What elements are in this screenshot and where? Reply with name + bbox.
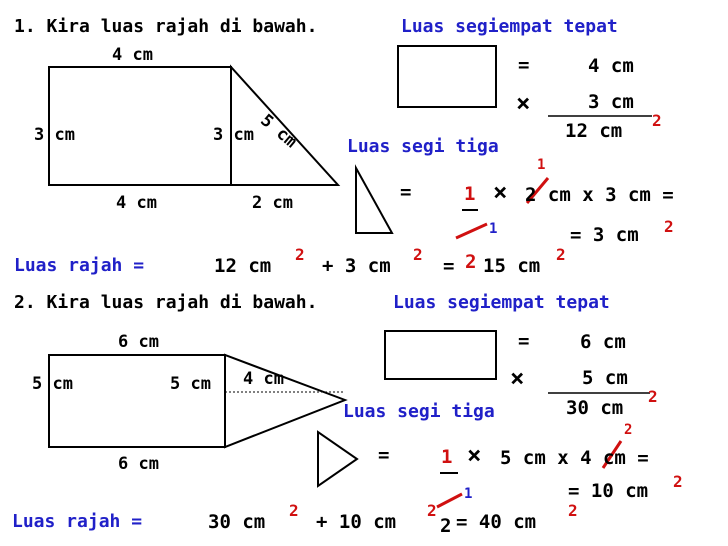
q1-eq1: = — [518, 54, 530, 76]
q2-stray-two: 2 — [440, 515, 452, 537]
q1-tri-rest: 2 cm x 3 cm = — [525, 184, 674, 206]
q2-tri-height: 4 cm — [243, 369, 284, 389]
q1-total-result: 15 cm — [483, 255, 541, 277]
q2-tri-times-icon: × — [467, 441, 482, 469]
q2-rectangle — [49, 355, 225, 447]
q2-left-height: 5 cm — [32, 374, 73, 394]
q1-total-a: 12 cm — [214, 255, 272, 277]
q1-cancel-bottom: 1 — [489, 221, 498, 237]
q1-left-height: 3 cm — [34, 125, 75, 145]
q1-total-a-sq: 2 — [295, 245, 305, 264]
q1-plus: + 3 cm — [322, 255, 391, 277]
q2-times-icon: × — [510, 364, 525, 392]
q2-rect-area-sq: 2 — [648, 387, 658, 406]
q2-eq-total: = 40 cm — [456, 511, 537, 533]
q1-bottom-width: 4 cm — [116, 193, 157, 213]
q1-tri-area-sq: 2 — [664, 217, 674, 236]
q1-top-width: 4 cm — [112, 45, 153, 65]
q2-heading: 2. Kira luas rajah di bawah. — [14, 292, 318, 313]
q2-rect-icon — [385, 331, 496, 379]
q2-tri-area-sq: 2 — [673, 472, 683, 491]
q1-composite-shape — [49, 67, 338, 185]
q2-total-result-sq: 2 — [568, 501, 578, 520]
q2-composite-shape — [49, 355, 345, 447]
q1-eq1-val: 4 cm — [588, 55, 634, 77]
q1-hypotenuse: 5 cm — [256, 110, 301, 153]
q1-times-icon: × — [516, 89, 531, 117]
q2-cancel-top: 2 — [624, 422, 633, 438]
q1-stray-two: 2 — [465, 251, 477, 273]
q1-rectangle — [49, 67, 231, 185]
q1-triangle-icon — [356, 168, 392, 233]
q2-total-a: 30 cm — [208, 511, 266, 533]
q1-eq-total: = — [443, 255, 455, 277]
q2-bottom-width: 6 cm — [118, 454, 159, 474]
q2-tri-label: Luas segi tiga — [343, 401, 495, 422]
q1-inner-height: 3 cm — [213, 125, 254, 145]
q2-inner-height: 5 cm — [170, 374, 211, 394]
q2-tri-rest: 5 cm x 4 cm = — [500, 447, 649, 469]
q2-cancel-stroke-a — [437, 494, 462, 507]
q2-total-a-sq: 2 — [289, 501, 299, 520]
q2-tri-eq: = — [378, 444, 390, 466]
q1-tri-label: Luas segi tiga — [347, 136, 499, 157]
q1-tri-times-icon: × — [493, 178, 508, 206]
q2-eq2-val: 5 cm — [582, 367, 628, 389]
q1-eq2-val: 3 cm — [588, 91, 634, 113]
q1-cancel-stroke-a — [456, 224, 487, 238]
q1-tri-base: 2 cm — [252, 193, 293, 213]
q1-rect-area-sq: 2 — [652, 111, 662, 130]
q1-half-num: 1 — [464, 183, 476, 205]
q1-total-label: Luas rajah = — [14, 255, 145, 276]
q1-rect-icon — [398, 46, 496, 107]
q1-plus-sq: 2 — [413, 245, 423, 264]
q2-eq1: = — [518, 330, 530, 352]
q2-rect-label: Luas segiempat tepat — [393, 292, 610, 313]
q2-tri-area: = 10 cm — [568, 480, 649, 502]
q2-eq1-val: 6 cm — [580, 331, 626, 353]
q1-total-result-sq: 2 — [556, 245, 566, 264]
q1-cancel-top: 1 — [537, 157, 546, 173]
q2-half-num: 1 — [441, 446, 453, 468]
q1-rect-label: Luas segiempat tepat — [401, 16, 618, 37]
q2-triangle-icon — [318, 432, 357, 486]
q1-rect-area: 12 cm — [565, 120, 623, 142]
q2-total-label: Luas rajah = — [12, 511, 143, 532]
q2-plus: + 10 cm — [316, 511, 397, 533]
q1-tri-eq: = — [400, 181, 412, 203]
q1-tri-area: = 3 cm — [570, 224, 639, 246]
q2-plus-sq: 2 — [427, 501, 437, 520]
q2-top-width: 6 cm — [118, 332, 159, 352]
q2-rect-area: 30 cm — [566, 397, 624, 419]
q2-cancel-bottom: 1 — [464, 486, 473, 502]
q1-heading: 1. Kira luas rajah di bawah. — [14, 16, 318, 37]
